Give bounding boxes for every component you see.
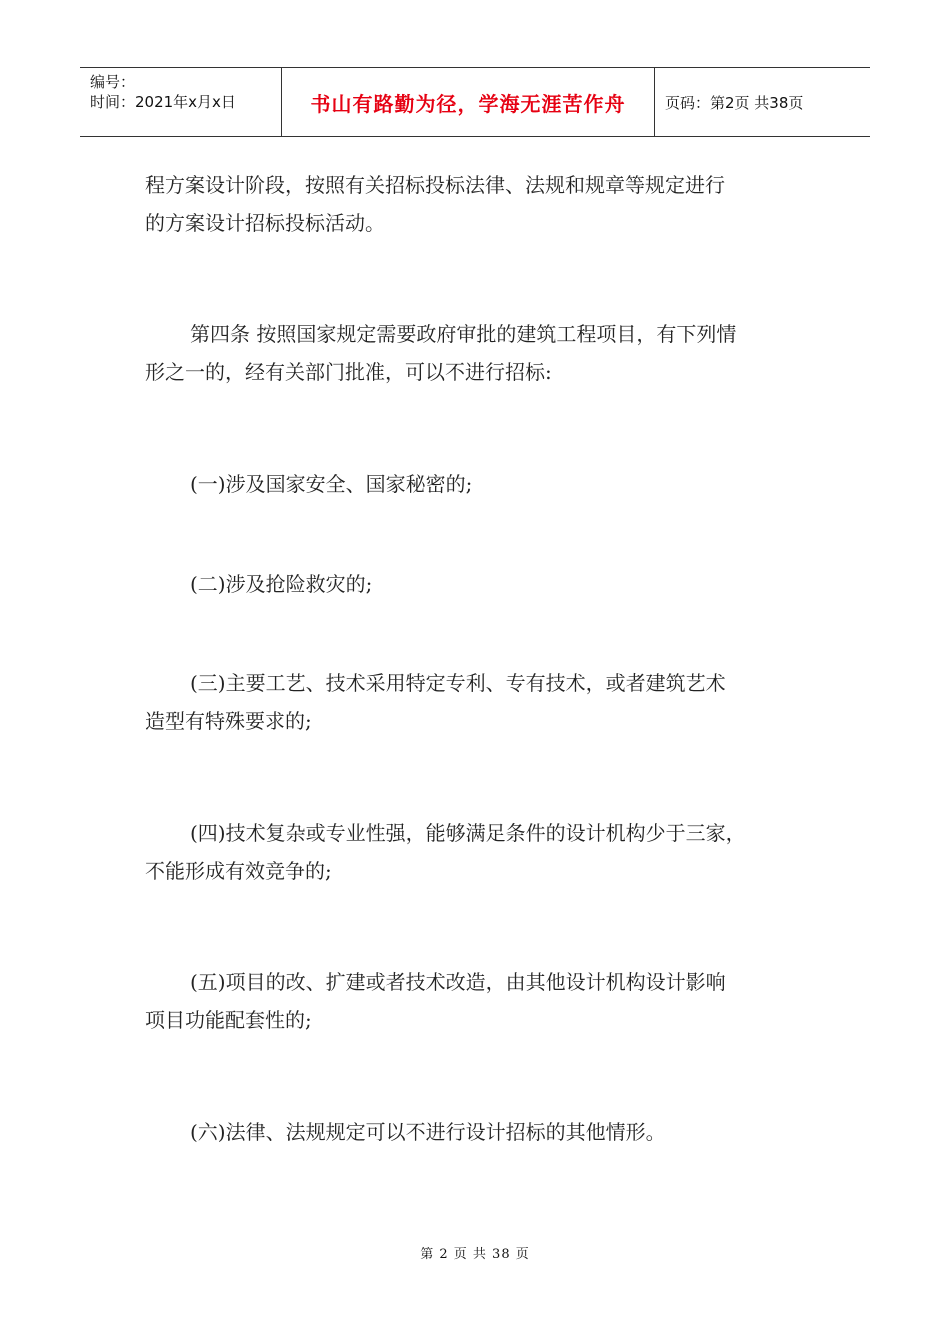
paragraph-line: 形之一的，经有关部门批准，可以不进行招标: [145,360,552,384]
paragraph-line: (一)涉及国家安全、国家秘密的; [190,472,473,496]
page-footer: 第 2 页 共 38 页 [420,1247,530,1262]
header-divider-right [654,68,655,136]
paragraph-line: (五)项目的改、扩建或者技术改造，由其他设计机构设计影响 [190,970,726,994]
list-item-3 [145,664,815,740]
list-item-5 [145,963,815,1039]
paragraph-line: 不能形成有效竞争的; [145,859,332,883]
list-item-1 [145,465,815,503]
document-number-label: 编号： [90,73,136,91]
paragraph-line: 的方案设计招标投标活动。 [145,211,385,235]
paragraph-line: (六)法律、法规规定可以不进行设计招标的其他情形。 [190,1120,666,1144]
paragraph-line: 程方案设计阶段，按照有关招标投标法律、法规和规章等规定进行 [145,173,725,197]
page-header [80,67,870,137]
list-item-6 [145,1113,815,1151]
paragraph-line: (二)涉及抢险救灾的; [190,572,373,596]
header-motto: 书山有路勤为径，学海无涯苦作舟 [310,91,626,116]
document-time-label: 时间：2021年x月x日 [90,93,236,111]
paragraph-line: (三)主要工艺、技术采用特定专利、专有技术，或者建筑艺术 [190,671,726,695]
list-item-4 [145,814,815,890]
paragraph-line: 第四条 按照国家规定需要政府审批的建筑工程项目，有下列情 [190,322,737,346]
paragraph-line: (四)技术复杂或专业性强，能够满足条件的设计机构少于三家， [190,821,746,845]
paragraph-line: 造型有特殊要求的; [145,709,312,733]
paragraph-line: 项目功能配套性的; [145,1008,312,1032]
list-item-2 [145,565,815,603]
paragraph-article-4 [145,315,815,391]
paragraph-continuation [145,166,815,242]
header-page-info: 页码：第2页 共38页 [665,93,804,112]
header-meta [90,72,236,112]
